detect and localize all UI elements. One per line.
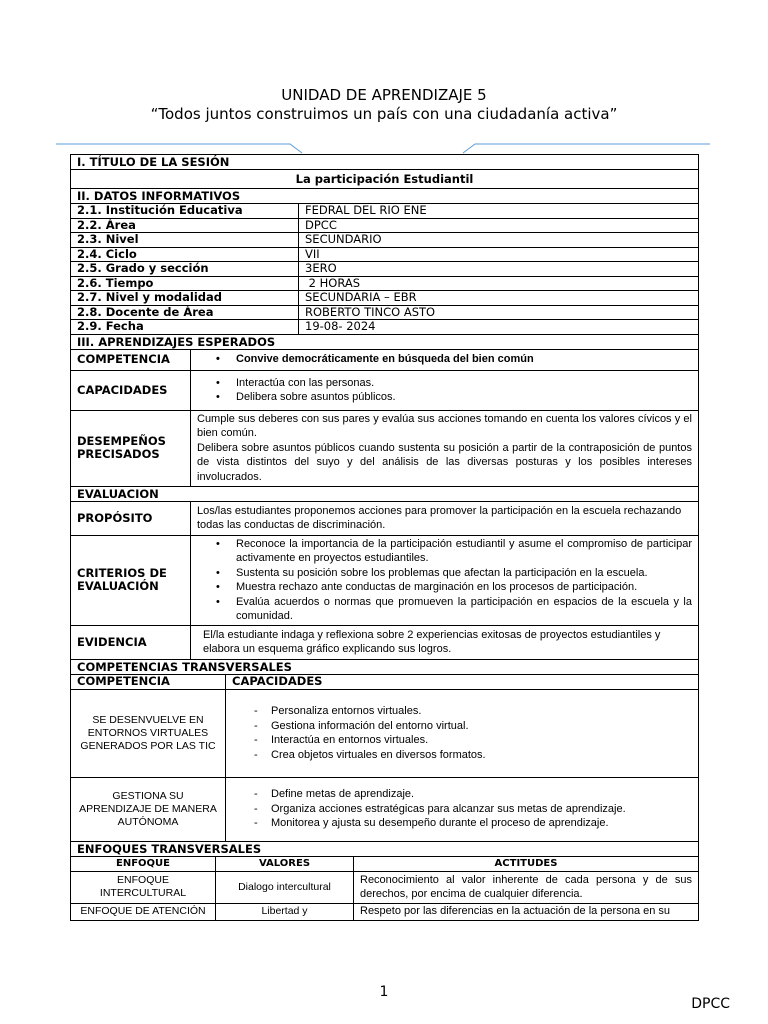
list-item: - Gestiona información del entorno virtual. — [226, 719, 486, 734]
session-title-row — [71, 170, 698, 189]
enfoque-row — [71, 904, 698, 921]
enfoque-row — [71, 872, 698, 904]
desempenos-row — [71, 411, 698, 487]
dato-row — [71, 306, 698, 321]
section-iii-heading: III. APRENDIZAJES ESPERADOS — [77, 334, 276, 349]
col-actitudes: ACTITUDES — [494, 858, 558, 869]
dato-key: 2.5. Grado y sección — [71, 262, 299, 276]
section-title-row — [71, 155, 698, 170]
list-item: • Interactúa con las personas. — [191, 376, 396, 391]
list-item: • Delibera sobre asuntos públicos. — [191, 390, 396, 405]
dato-key: 2.7. Nivel y modalidad — [71, 291, 299, 305]
page-number: 1 — [379, 984, 389, 1000]
dato-row — [71, 233, 698, 248]
evidencia-label: EVIDENCIA — [71, 626, 191, 659]
capacidades-label: CAPACIDADES — [71, 371, 191, 410]
dato-key: 2.6. Tiempo — [71, 277, 299, 291]
proposito-row — [71, 502, 698, 536]
proposito-text: Los/las estudiantes proponemos acciones para promover la participación en la escuela rechazando todas las conductas de discriminación. — [197, 504, 682, 531]
dato-row — [71, 320, 698, 335]
transversal-row — [71, 690, 698, 778]
desempenos-text: Cumple sus deberes con sus pares y evalúa sus acciones tomando en cuenta los valores cívicos y el bien común. Delibera sobre asuntos públicos cuando sustenta su posición a partir de la contraposición de puntos de vista distintos del suyo y del análisis de las diversas posturas y los posibles intereses involucrados. — [197, 412, 692, 483]
section-ii-heading: II. DATOS INFORMATIVOS — [77, 189, 241, 203]
session-table — [70, 154, 699, 921]
dato-row — [71, 219, 698, 234]
col-enfoque: ENFOQUE — [71, 857, 216, 871]
dato-row — [71, 204, 698, 219]
enfoque-valor: Dialogo intercultural — [216, 872, 354, 903]
dato-key: 2.3. Nivel — [71, 233, 299, 247]
dato-key: 2.4. Ciclo — [71, 248, 299, 262]
dato-value: SECUNDARIA – EBR — [305, 290, 417, 305]
list-item: - Crea objetos virtuales en diversos formatos. — [226, 748, 486, 763]
enfoques-header-row — [71, 857, 698, 872]
list-item: - Organiza acciones estratégicas para alcanzar sus metas de aprendizaje. — [226, 802, 626, 817]
dato-key: 2.8. Docente de Área — [71, 306, 299, 320]
dato-key: 2.9. Fecha — [71, 320, 299, 334]
transversal-capacidades — [226, 690, 698, 777]
col-capacidades: CAPACIDADES — [232, 674, 323, 688]
criterios-label: CRITERIOS DE EVALUACIÓN — [71, 536, 191, 625]
dato-value: DPCC — [305, 217, 337, 232]
dato-row — [71, 248, 698, 263]
dato-row — [71, 277, 698, 292]
col-valores: VALORES — [216, 857, 354, 871]
capacidades-row — [71, 371, 698, 411]
competencia-row — [71, 350, 698, 371]
enfoque-name: ENFOQUE INTERCULTURAL — [71, 872, 216, 903]
enfoque-name: ENFOQUE DE ATENCIÓN — [71, 904, 216, 920]
section-iii-row — [71, 335, 698, 350]
capacidades-list — [191, 371, 698, 410]
competencia-label: COMPETENCIA — [71, 350, 191, 370]
desempenos-label: DESEMPEÑOS PRECISADOS — [71, 411, 191, 486]
evaluacion-row — [71, 487, 698, 502]
enfoque-actitud: Respeto por las diferencias en la actuación de la persona en su — [360, 904, 671, 917]
list-item: • Evalúa acuerdos o normas que promueven la participación en espacios de la escuela y la comunidad. — [191, 595, 692, 624]
transversal-row — [71, 778, 698, 842]
dato-value: 19-08- 2024 — [305, 319, 376, 334]
enfoque-actitud: Reconocimiento al valor inherente de cada persona y de sus derechos, por encima de cualquier diferencia. — [360, 873, 692, 900]
session-title: La participación Estudiantil — [295, 171, 474, 186]
criterios-row — [71, 536, 698, 626]
dato-row — [71, 262, 698, 277]
dato-value: ROBERTO TINCO ASTO — [305, 304, 436, 319]
evaluacion-heading: EVALUACION — [77, 486, 159, 501]
evidencia-row — [71, 626, 698, 660]
enfoques-heading: ENFOQUES TRANSVERSALES — [77, 841, 262, 856]
section-ii-row — [71, 189, 698, 204]
list-item: • Sustenta su posición sobre los problemas que afectan la participación en la escuela. — [191, 566, 692, 581]
list-item: • Muestra rechazo ante conductas de marginación en los procesos de participación. — [191, 580, 692, 595]
dato-key: 2.1. Institución Educativa — [71, 204, 299, 218]
footer-label: DPCC — [691, 996, 730, 1012]
unit-title: UNIDAD DE APRENDIZAJE 5 — [281, 86, 487, 104]
dato-value: 3ERO — [305, 261, 337, 276]
section-i-heading: I. TÍTULO DE LA SESIÓN — [77, 155, 230, 169]
proposito-label: PROPÓSITO — [71, 502, 191, 535]
dato-value: VII — [305, 246, 320, 261]
list-item: - Define metas de aprendizaje. — [226, 787, 626, 802]
evidencia-text: El/la estudiante indaga y reflexiona sobre 2 experiencias exitosas de proyectos estudiantiles y elabora un esquema gráfico explicando sus logros. — [203, 628, 661, 655]
transversal-competencia: GESTIONA SU APRENDIZAJE DE MANERA AUTÓNOMA — [71, 778, 226, 841]
dato-value: 2 HORAS — [305, 275, 361, 290]
list-item: - Monitorea y ajusta su desempeño durante el proceso de aprendizaje. — [226, 816, 626, 831]
transversal-capacidades — [226, 778, 698, 841]
dato-value: SECUNDARIO — [305, 232, 382, 247]
competencia-value: • Convive democráticamente en búsqueda del bien común — [191, 350, 698, 370]
transversal-competencia: SE DESENVUELVE EN ENTORNOS VIRTUALES GENERADOS POR LAS TIC — [71, 690, 226, 777]
list-item: - Interactúa en entornos virtuales. — [226, 733, 486, 748]
unit-subtitle: “Todos juntos construimos un país con una ciudadanía activa” — [150, 105, 618, 123]
transversales-header-row — [71, 675, 698, 690]
col-competencia: COMPETENCIA — [71, 675, 226, 689]
list-item: • Reconoce la importancia de la participación estudiantil y asume el compromiso de participar activamente en proyectos estudiantiles. — [191, 537, 692, 566]
header-divider — [0, 0, 768, 160]
criterios-list — [191, 536, 698, 625]
transversales-heading: COMPETENCIAS TRANSVERSALES — [77, 659, 292, 674]
dato-row — [71, 291, 698, 306]
dato-key: 2.2. Área — [71, 219, 299, 233]
enfoques-row — [71, 842, 698, 857]
datos-list — [71, 204, 698, 335]
list-item: - Personaliza entornos virtuales. — [226, 704, 486, 719]
enfoque-valor: Libertad y — [216, 904, 354, 920]
transversales-row — [71, 660, 698, 675]
dato-value: FEDRAL DEL RIO ENE — [305, 203, 427, 218]
